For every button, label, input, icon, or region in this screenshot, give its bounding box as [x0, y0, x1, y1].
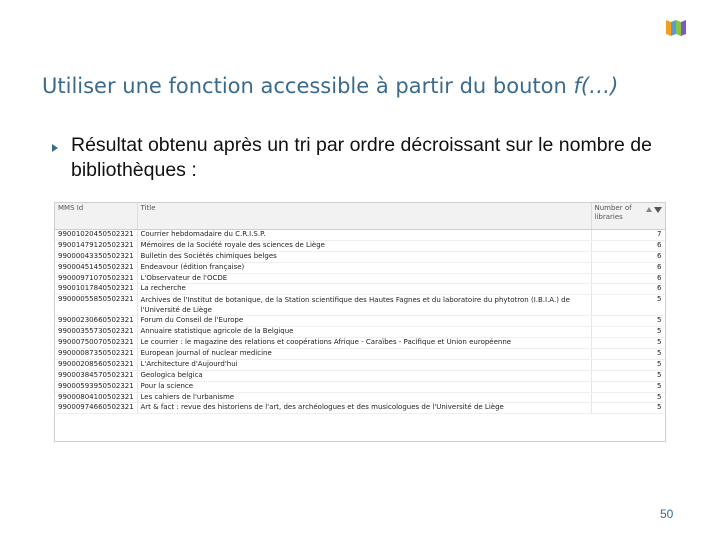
cell-title: L'Architecture d'Aujourd'hui — [137, 359, 591, 370]
cell-mmsid: 99000087350502321 — [55, 349, 137, 360]
cell-libraries: 7 — [591, 230, 665, 241]
cell-title: Annuaire statistique agricole de la Belgique — [137, 327, 591, 338]
cell-libraries: 5 — [591, 403, 665, 414]
cell-libraries: 5 — [591, 295, 665, 316]
cell-libraries: 6 — [591, 262, 665, 273]
header-libraries[interactable] — [591, 203, 665, 230]
cell-libraries: 5 — [591, 327, 665, 338]
cell-libraries: 6 — [591, 251, 665, 262]
cell-mmsid: 99000230660502321 — [55, 316, 137, 327]
cell-title: La recherche — [137, 284, 591, 295]
cell-libraries: 6 — [591, 240, 665, 251]
cell-mmsid: 99000355730502321 — [55, 327, 137, 338]
table-row[interactable] — [55, 262, 665, 273]
cell-title: Les cahiers de l'urbanisme — [137, 392, 591, 403]
triangle-bullet-icon — [52, 144, 58, 152]
table-row[interactable] — [55, 295, 665, 316]
cell-title: Pour la science — [137, 381, 591, 392]
bullet-text: Résultat obtenu après un tri par ordre décroissant sur le nombre de bibliothèques : — [71, 134, 652, 181]
cell-mmsid: 99000384570502321 — [55, 370, 137, 381]
cell-mmsid: 99001017840502321 — [55, 284, 137, 295]
table-header-row — [55, 203, 665, 230]
cell-title: Forum du Conseil de l'Europe — [137, 316, 591, 327]
cell-mmsid: 99000750070502321 — [55, 338, 137, 349]
cell-mmsid: 99000451450502321 — [55, 262, 137, 273]
header-mmsid[interactable]: MMS Id — [55, 203, 137, 230]
cell-title: L'Observateur de l'OCDE — [137, 273, 591, 284]
title-main: Utiliser une fonction accessible à partir du bouton — [42, 74, 574, 98]
cell-title: Courrier hebdomadaire du C.R.I.S.P. — [137, 230, 591, 241]
cell-title: Art & fact : revue des historiens de l'art, des archéologues et des musicologues de l'Université de Liège — [137, 403, 591, 414]
cell-title: Bulletin des Sociétés chimiques belges — [137, 251, 591, 262]
cell-libraries: 5 — [591, 338, 665, 349]
page-number: 50 — [660, 507, 674, 521]
table-row[interactable] — [55, 273, 665, 284]
cell-mmsid: 99000043350502321 — [55, 251, 137, 262]
cell-libraries: 5 — [591, 392, 665, 403]
cell-mmsid: 99000208560502321 — [55, 359, 137, 370]
university-logo-icon — [664, 16, 688, 40]
table-row[interactable] — [55, 251, 665, 262]
table-row[interactable] — [55, 392, 665, 403]
cell-title: Mémoires de la Société royale des sciences de Liège — [137, 240, 591, 251]
cell-title: Endeavour (édition française) — [137, 262, 591, 273]
table-row[interactable] — [55, 370, 665, 381]
cell-mmsid: 99000804100502321 — [55, 392, 137, 403]
results-table — [55, 203, 666, 414]
table-row[interactable] — [55, 349, 665, 360]
cell-title: European journal of nuclear medicine — [137, 349, 591, 360]
table-row[interactable] — [55, 327, 665, 338]
cell-mmsid: 99000974660502321 — [55, 403, 137, 414]
table-row[interactable] — [55, 338, 665, 349]
cell-libraries: 5 — [591, 349, 665, 360]
cell-mmsid: 99000971070502321 — [55, 273, 137, 284]
sort-arrows-icon[interactable] — [646, 207, 662, 213]
table-row[interactable] — [55, 240, 665, 251]
cell-title: Geologica belgica — [137, 370, 591, 381]
cell-libraries: 5 — [591, 370, 665, 381]
cell-mmsid: 99001020450502321 — [55, 230, 137, 241]
table-row[interactable] — [55, 381, 665, 392]
cell-title: Archives de l'Institut de botanique, de la Station scientifique des Hautes Fagnes et du laboratoire du phytotron (I.B.I.A.) de l'Université de Liège — [137, 295, 591, 316]
cell-libraries: 6 — [591, 284, 665, 295]
table-row[interactable] — [55, 230, 665, 241]
header-libraries-label: Number of libraries — [594, 204, 632, 221]
cell-libraries: 6 — [591, 273, 665, 284]
cell-mmsid: 99000593950502321 — [55, 381, 137, 392]
table-row[interactable] — [55, 359, 665, 370]
table-row[interactable] — [55, 403, 665, 414]
results-table-screenshot — [54, 202, 666, 442]
cell-mmsid: 99001479120502321 — [55, 240, 137, 251]
cell-title: Le courrier : le magazine des relations et coopérations Afrique - Caraïbes - Pacifique et Union européenne — [137, 338, 591, 349]
cell-libraries: 5 — [591, 316, 665, 327]
title-func: f(…) — [573, 74, 619, 98]
cell-libraries: 5 — [591, 359, 665, 370]
cell-libraries: 5 — [591, 381, 665, 392]
header-title[interactable]: Title — [137, 203, 591, 230]
cell-mmsid: 99000055850502321 — [55, 295, 137, 316]
table-row[interactable] — [55, 284, 665, 295]
table-row[interactable] — [55, 316, 665, 327]
slide-title — [42, 74, 618, 98]
